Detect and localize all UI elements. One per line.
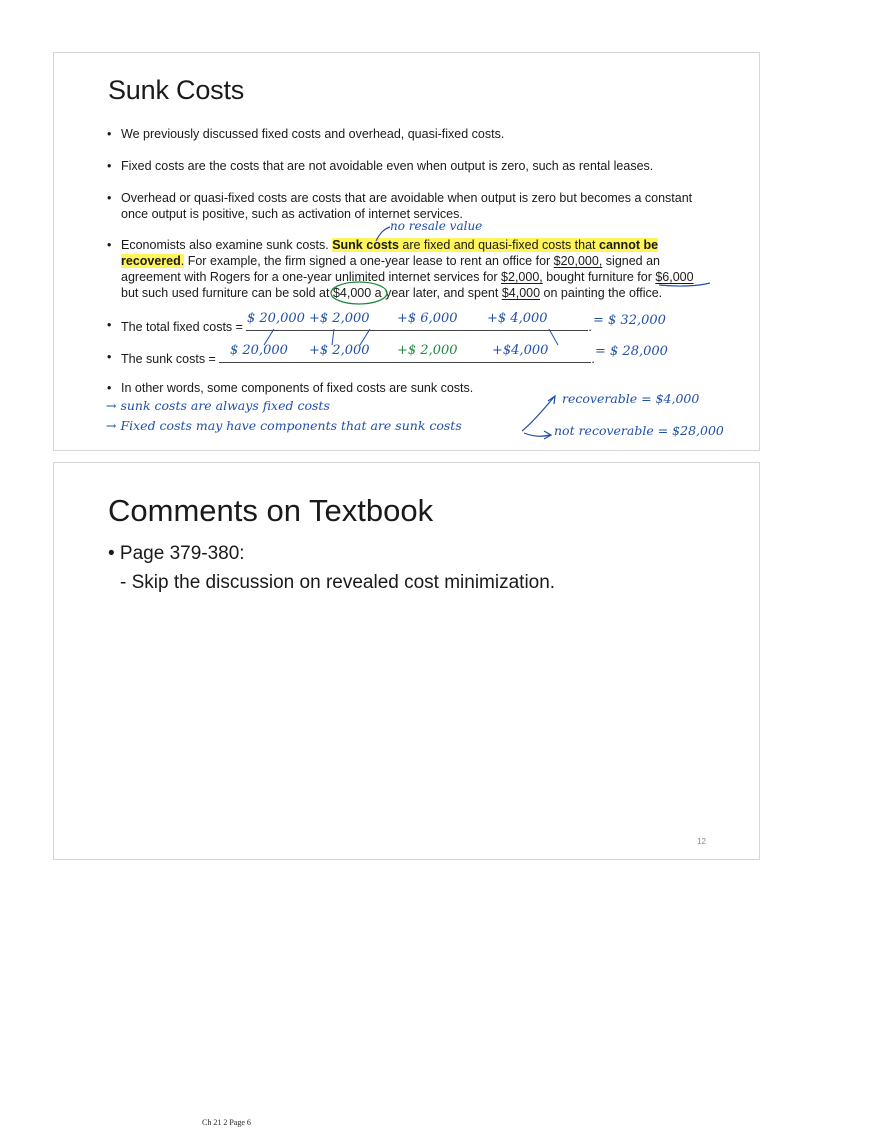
amount-internet: $2,000, xyxy=(501,270,543,284)
sub-bullet-skip-discussion: - Skip the discussion on revealed cost minimization. xyxy=(120,572,556,593)
handwritten-sc-term: +$ 2,000 xyxy=(309,343,370,358)
bullet-components-sunk: • In other words, some components of fixed costs are sunk costs. xyxy=(121,380,711,396)
bullet-quasi-fixed-definition: • Overhead or quasi-fixed costs are costs that are avoidable when output is zero but becomes a constant once output is positive, such as activation of internet services. xyxy=(121,190,711,222)
handwritten-recoverable: recoverable = $4,000 xyxy=(562,391,700,406)
highlight-cannot-be-recovered: cannot be recovered xyxy=(121,238,659,268)
page-footer: Ch 21 2 Page 6 xyxy=(202,1118,251,1127)
text-run: Economists also examine sunk costs. xyxy=(121,238,333,252)
handwritten-sc-term: +$4,000 xyxy=(492,343,549,358)
bullet-page-reference: • Page 379-380: xyxy=(108,543,245,564)
handwritten-sc-term-green: +$ 2,000 xyxy=(397,343,458,358)
amount-resale: $4,000 xyxy=(332,286,372,300)
slide-comments-textbook xyxy=(53,462,760,860)
slide-title: Comments on Textbook xyxy=(108,493,434,528)
highlight-sunk-costs: Sunk costs xyxy=(332,238,399,252)
text-run: signed an agreement with Rogers for a one-year unlimited internet services for xyxy=(121,254,661,284)
blank-end: . xyxy=(591,352,595,366)
handwritten-no-resale-value: no resale value xyxy=(390,219,483,233)
text-run: on painting the office. xyxy=(540,286,663,300)
handwritten-note-sunk-always-fixed: → sunk costs are always fixed costs xyxy=(106,398,330,413)
handwritten-tfc-term: +$ 4,000 xyxy=(487,311,548,326)
text-run: but such used furniture can be sold at xyxy=(121,286,333,300)
text-run: For example, the firm signed a one-year lease to rent an office for xyxy=(184,254,554,268)
handwritten-tfc-term: +$ 6,000 xyxy=(397,311,458,326)
handwritten-tfc-term: $ 20,000 xyxy=(247,311,305,326)
page-number: 12 xyxy=(697,837,706,846)
amount-lease: $20,000, xyxy=(553,254,603,268)
highlight-period: . xyxy=(180,254,185,268)
sunk-costs-label: The sunk costs = xyxy=(121,352,216,366)
bullet-sunk-costs-example xyxy=(121,237,711,301)
handwritten-tfc-term: +$ 2,000 xyxy=(309,311,370,326)
handwritten-tfc-total: = $ 32,000 xyxy=(593,313,666,328)
bullet-fixed-costs-definition: • Fixed costs are the costs that are not avoidable even when output is zero, such as rental leases. xyxy=(121,158,711,174)
blank-end: . xyxy=(588,320,592,334)
handwritten-sc-term: $ 20,000 xyxy=(230,343,288,358)
slide-sunk-costs xyxy=(53,52,760,451)
text-run: a year later, and spent xyxy=(371,286,502,300)
highlight-definition: are fixed and quasi-fixed costs that xyxy=(398,238,600,252)
bullet-fixed-overhead-intro: • We previously discussed fixed costs and overhead, quasi-fixed costs. xyxy=(121,126,711,142)
amount-painting: $4,000 xyxy=(501,286,541,300)
handwritten-not-recoverable: not recoverable = $28,000 xyxy=(554,423,724,438)
amount-furniture: $6,000 xyxy=(655,270,694,284)
slide-title: Sunk Costs xyxy=(108,75,245,105)
handwritten-note-fixed-components: → Fixed costs may have components that are sunk costs xyxy=(106,418,462,433)
text-run: bought furniture for xyxy=(542,270,656,284)
total-fixed-costs-label: The total fixed costs = xyxy=(121,320,243,334)
handwritten-sc-total: = $ 28,000 xyxy=(595,344,668,359)
